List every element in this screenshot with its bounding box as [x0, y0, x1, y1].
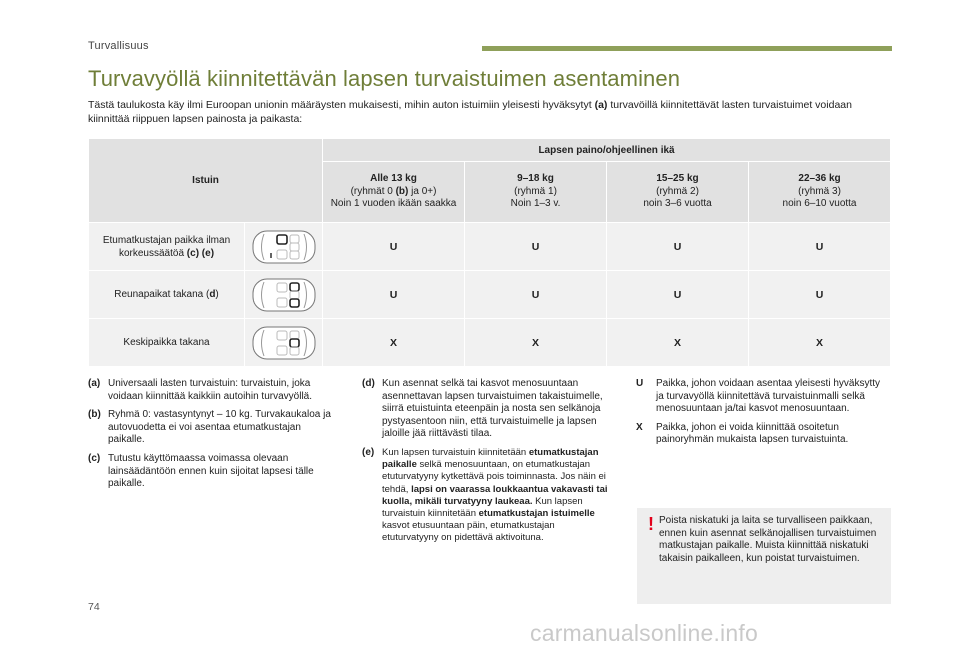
footnotes-left: [88, 378, 338, 497]
table-cell: U: [607, 271, 749, 319]
table-row: [89, 271, 891, 319]
column-header-group-1: [465, 162, 607, 223]
footnote-text: Tutustu käyttömaassa voimassa olevaan lainsäädäntöön ennen kuin sijoitat lapsesi tälle paikalle.: [108, 452, 314, 490]
table-cell: X: [323, 319, 465, 367]
page-title: Turvavyöllä kiinnitettävän lapsen turvaistuimen asentaminen: [88, 66, 681, 91]
footnote-b: [88, 409, 338, 447]
footnote-d: [362, 378, 612, 441]
car-front-passenger-seat-icon: [245, 223, 323, 271]
warning-text: Poista niskatuki ja laita se turvalliseen paikkaan, ennen kuin asennat selkänojallisen turvaistuimen matkustajan paikalle. Muista kiinnittää niskatuki takaisin paikalleen, kun poistat turvaistuimen.: [659, 515, 877, 564]
warning-box: [637, 508, 891, 604]
footnote-ref-b: (b): [395, 185, 409, 197]
footnote-e: [362, 447, 612, 545]
column-weight: 15–25 kg: [656, 173, 699, 185]
section-label: Turvallisuus: [88, 40, 149, 52]
column-header-group-0: [323, 162, 465, 223]
column-weight: Alle 13 kg: [370, 173, 417, 185]
intro-text-end: turvavöillä kiinnitettävät lasten turvaistuimet voidaan kiinnittää riippuen lapsen painosta ja paikasta:: [88, 99, 852, 125]
column-age: noin 6–10 vuotta: [782, 198, 857, 210]
table-cell: U: [323, 223, 465, 271]
table-cell: U: [323, 271, 465, 319]
column-group: (ryhmä 2): [656, 185, 699, 197]
page-number: 74: [88, 601, 100, 613]
footnote-text: Kun asennat selkä tai kasvot menosuuntaan asennettavan lapsen turvaistuimen takaistuimelle, siirrä etuistuinta eteenpäin ja nosta sen selkänoja pystyasentoon niin, että turvaistuimelle ja lapsen jaloille jää riittävästi tilaa.: [382, 378, 603, 440]
table-cell: X: [749, 319, 891, 367]
child-seat-compatibility-table: [88, 138, 891, 367]
seat-label: Keskipaikka takana: [89, 319, 245, 367]
footnote-ref: (c) (e): [186, 247, 215, 259]
legend-x: [636, 422, 890, 447]
legend-key: U: [636, 378, 644, 389]
legend-notes: [636, 378, 890, 453]
intro-paragraph: [88, 98, 888, 126]
table-cell: X: [465, 319, 607, 367]
footnote-text: Ryhmä 0: vastasyntynyt – 10 kg. Turvakaukaloa ja autovuodetta ei voi asentaa etumatkustajan paikalle.: [108, 409, 331, 446]
legend-key: X: [636, 421, 643, 433]
column-group: (ryhmä 1): [514, 185, 557, 197]
footnote-a: [88, 378, 338, 403]
legend-u: [636, 378, 890, 416]
footnote-ref: d: [209, 289, 216, 300]
watermark: carmanualsonline.info: [530, 620, 758, 646]
footnote-text: Universaali lasten turvaistuin: turvaistuin, joka voidaan kiinnittää kaikkiin autoihin turvavyöllä.: [108, 378, 313, 402]
column-group: (ryhmä 3): [798, 185, 841, 197]
column-header-group-3: [749, 162, 891, 223]
column-weight: 9–18 kg: [517, 173, 554, 185]
footnote-key: (a): [88, 378, 101, 389]
car-rear-middle-seat-icon: [245, 319, 323, 367]
footnote-key: (e): [362, 446, 375, 458]
table-cell: U: [749, 271, 891, 319]
column-weight: 22–36 kg: [798, 173, 841, 185]
car-rear-outer-seats-icon: [245, 271, 323, 319]
footnote-key: (d): [362, 378, 375, 389]
column-header-group-2: [607, 162, 749, 223]
column-group: (ryhmät 0 (b) ja 0+): [350, 185, 437, 197]
column-age: Noin 1 vuoden ikään saakka: [330, 198, 457, 210]
table-cell: U: [607, 223, 749, 271]
seat-label: Reunapaikat takana (d): [89, 271, 245, 319]
footnote-key: (c): [88, 452, 101, 464]
footnote-key: (b): [88, 409, 101, 421]
table-cell: U: [465, 271, 607, 319]
intro-text-start: Tästä taulukosta käy ilmi Euroopan unionin määräysten mukaisesti, mihin auton istuimiin yleisesti hyväksytyt: [88, 99, 592, 111]
table-row: [89, 223, 891, 271]
legend-text: Paikka, johon voidaan asentaa yleisesti hyväksytty ja turvavyöllä kiinnitettävä turvaistuinmalli selkä menosuuntaan ja/tai kasvot menosuuntaan.: [656, 378, 881, 415]
table-cell: X: [607, 319, 749, 367]
weight-age-group-header: Lapsen paino/ohjeellinen ikä: [323, 139, 891, 162]
footnote-text: Kun lapsen turvaistuin kiinnitetään etumatkustajan paikalle selkä menosuuntaan, on etumatkustajan etuturvatyyny kytkettävä pois toiminnasta. Jos näin ei tehdä, lapsi on vaarassa loukkaantua vakavasti tai kuolla, mikäli turvatyyny laukeaa. Kun lapsen turvaistuin kiinnitetään etumatkustajan istuimelle kasvot etusuuntaan päin, etumatkustajan etuturvatyyny on pidettävä aktivoituna.: [382, 446, 608, 544]
seat-column-header: Istuin: [89, 139, 323, 223]
footnote-c: [88, 453, 338, 491]
legend-text: Paikka, johon ei voida kiinnittää osoitetun painoryhmän mukaista lapsen turvaistuinta.: [656, 421, 849, 446]
column-age: Noin 1–3 v.: [510, 198, 561, 210]
seat-label: Etumatkustajan paikka ilman korkeussäätöä (c) (e): [89, 223, 245, 271]
column-age: noin 3–6 vuotta: [643, 198, 712, 210]
section-divider-bar: [482, 46, 892, 51]
table-row: [89, 319, 891, 367]
table-cell: U: [749, 223, 891, 271]
intro-footnote-ref: (a): [594, 99, 608, 111]
exclamation-icon: !: [648, 514, 654, 534]
footnotes-middle: [362, 378, 612, 551]
table-cell: U: [465, 223, 607, 271]
